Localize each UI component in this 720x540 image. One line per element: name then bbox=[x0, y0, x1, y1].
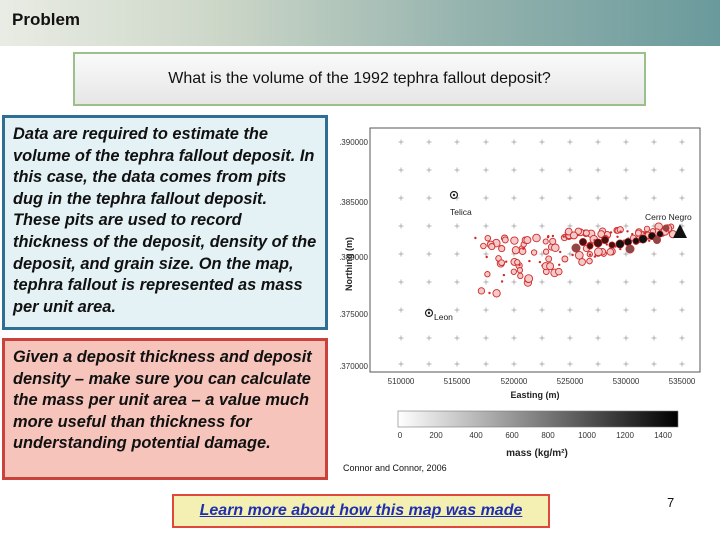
x-axis-label: Easting (m) bbox=[510, 390, 560, 400]
sample-point bbox=[474, 237, 476, 239]
sample-point bbox=[635, 230, 641, 236]
easting-tick: 535000 bbox=[668, 377, 696, 386]
sample-point bbox=[579, 259, 586, 266]
data-info-box bbox=[2, 115, 328, 330]
sample-point bbox=[616, 240, 624, 248]
sample-point bbox=[663, 225, 669, 231]
sample-point bbox=[644, 226, 649, 231]
sample-point bbox=[489, 244, 495, 250]
northing-tick: 380000 bbox=[341, 253, 368, 262]
sample-point bbox=[518, 273, 523, 278]
mass-colorbar bbox=[398, 411, 678, 427]
sample-point bbox=[512, 247, 519, 254]
sample-point bbox=[481, 243, 487, 249]
sample-point bbox=[571, 254, 573, 256]
sample-point bbox=[589, 254, 591, 256]
colorbar-tick: 800 bbox=[541, 431, 555, 440]
sample-point bbox=[587, 243, 593, 249]
telica-marker-dot-icon bbox=[453, 194, 455, 196]
sample-point bbox=[552, 235, 554, 237]
sample-point bbox=[610, 231, 612, 233]
tephra-map bbox=[340, 124, 710, 476]
sample-point bbox=[488, 292, 490, 294]
question-text: What is the volume of the 1992 tephra fallout deposit? bbox=[168, 70, 551, 87]
sample-point bbox=[556, 268, 563, 275]
sample-point bbox=[485, 235, 491, 241]
sample-point bbox=[522, 248, 524, 250]
sample-point bbox=[525, 275, 533, 283]
sample-point bbox=[501, 280, 503, 282]
sample-point bbox=[486, 256, 488, 258]
y-axis-label: Northing (m) bbox=[344, 237, 354, 291]
question-box bbox=[73, 52, 646, 106]
easting-tick: 520000 bbox=[500, 377, 528, 386]
deposit-info-box bbox=[2, 338, 328, 480]
sample-point bbox=[531, 250, 536, 255]
sample-point bbox=[499, 260, 505, 266]
sample-point bbox=[639, 235, 647, 243]
colorbar-tick: 400 bbox=[469, 431, 483, 440]
sample-point bbox=[626, 230, 628, 232]
sample-point bbox=[515, 260, 520, 265]
sample-point bbox=[619, 231, 621, 233]
sample-point bbox=[633, 238, 639, 244]
sample-point bbox=[539, 261, 541, 263]
page-number: 7 bbox=[667, 495, 675, 510]
colorbar-tick: 1200 bbox=[616, 431, 634, 440]
easting-tick: 515000 bbox=[443, 377, 471, 386]
sample-point bbox=[563, 235, 565, 237]
colorbar-tick: 1400 bbox=[654, 431, 672, 440]
sample-point bbox=[558, 264, 560, 266]
sample-point bbox=[524, 237, 531, 244]
sample-point bbox=[626, 245, 634, 253]
colorbar-tick: 0 bbox=[397, 431, 403, 440]
sample-point bbox=[528, 260, 530, 262]
sample-point bbox=[550, 238, 556, 244]
sample-point bbox=[543, 239, 548, 244]
sample-point bbox=[570, 232, 577, 239]
easting-tick: 525000 bbox=[556, 377, 584, 386]
northing-tick: 375000 bbox=[341, 310, 368, 319]
sample-point bbox=[583, 230, 589, 236]
sample-point bbox=[587, 258, 593, 264]
sample-point bbox=[505, 261, 507, 263]
sample-point bbox=[511, 237, 518, 244]
leon-label: Leon bbox=[434, 312, 453, 322]
northing-tick: 385000 bbox=[341, 198, 368, 207]
sample-point bbox=[503, 274, 505, 276]
colorbar-tick: 1000 bbox=[578, 431, 596, 440]
sample-point bbox=[485, 272, 490, 277]
source-caption: Connor and Connor, 2006 bbox=[343, 463, 447, 473]
sample-point bbox=[607, 249, 614, 256]
sample-point bbox=[594, 255, 596, 257]
sample-point bbox=[493, 290, 500, 297]
telica-label: Telica bbox=[450, 207, 472, 217]
learn-more-link[interactable]: Learn more about how this map was made bbox=[199, 502, 523, 519]
sample-point bbox=[543, 249, 548, 254]
tephra-map-svg bbox=[340, 124, 710, 476]
colorbar-tick: 600 bbox=[505, 431, 519, 440]
sample-point bbox=[648, 240, 650, 242]
sample-point bbox=[478, 288, 484, 294]
deposit-info-text: Given a deposit thickness and deposit density – make sure you can calculate the mass per unit area – a value much more useful than thickness for understanding potential damage. bbox=[13, 348, 312, 453]
sample-point bbox=[533, 234, 541, 242]
data-info-text: Data are required to estimate the volume of the tephra fallout deposit. In this case, the data comes from pits dug in the tephra fallout deposit. These pits are used to record thickness of the deposit, density of the deposit, and grain size. On the map, tephra fallout is represented as mass per unit area. bbox=[13, 125, 317, 316]
cerro-negro-label: Cerro Negro bbox=[645, 212, 692, 222]
header-band bbox=[0, 0, 720, 46]
learn-more-box[interactable] bbox=[172, 494, 550, 528]
sample-point bbox=[511, 269, 516, 274]
sample-point bbox=[575, 251, 583, 259]
sample-point bbox=[517, 268, 522, 273]
sample-point bbox=[562, 256, 568, 262]
sample-point bbox=[572, 244, 580, 252]
colorbar-tick: 200 bbox=[429, 431, 443, 440]
sample-point bbox=[616, 236, 618, 238]
northing-tick: 390000 bbox=[341, 138, 368, 147]
sample-point bbox=[631, 233, 633, 235]
leon-marker-dot-icon bbox=[428, 312, 430, 314]
easting-tick: 530000 bbox=[612, 377, 640, 386]
sample-point bbox=[579, 238, 586, 245]
sample-point bbox=[546, 256, 552, 262]
sample-point bbox=[653, 236, 660, 243]
sample-point bbox=[547, 263, 554, 270]
sample-point bbox=[552, 244, 560, 252]
sample-point bbox=[609, 242, 615, 248]
sample-point bbox=[502, 237, 508, 243]
sample-point bbox=[499, 246, 505, 252]
sample-point bbox=[595, 248, 603, 256]
sample-point bbox=[559, 251, 561, 253]
easting-tick: 510000 bbox=[387, 377, 415, 386]
sample-point bbox=[547, 236, 549, 238]
colorbar-label: mass (kg/m²) bbox=[506, 448, 568, 459]
northing-tick: 370000 bbox=[341, 362, 368, 371]
sample-point bbox=[594, 239, 602, 247]
slide-title: Problem bbox=[12, 10, 81, 29]
